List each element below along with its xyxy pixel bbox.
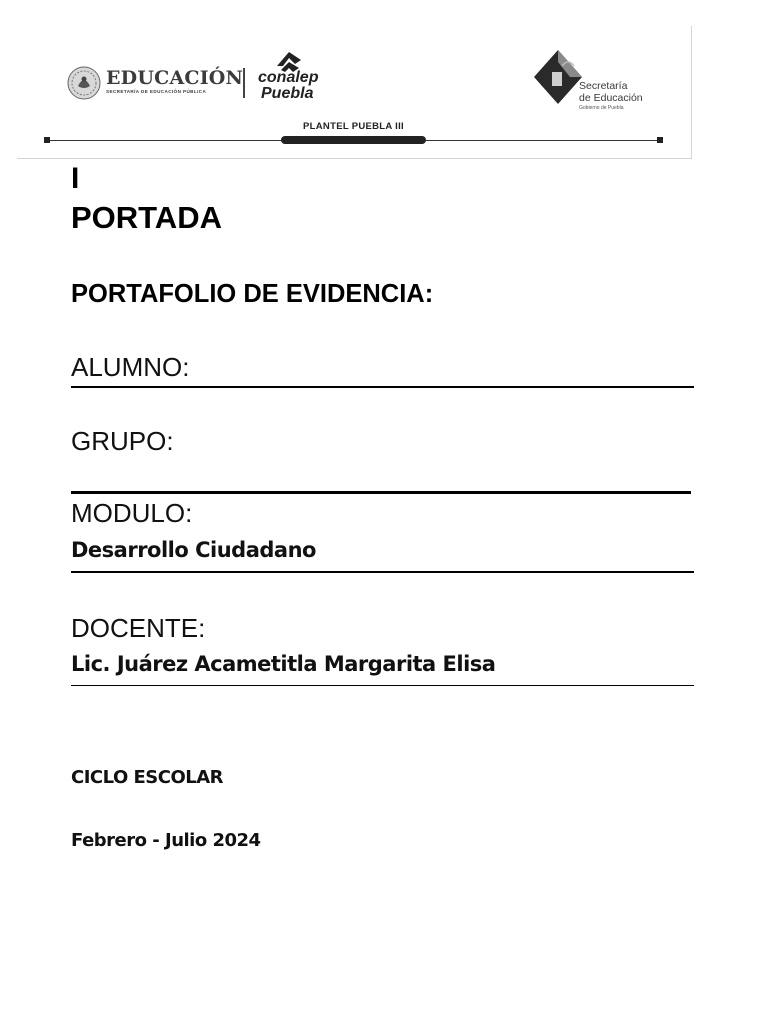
sep-wordmark	[579, 81, 643, 112]
logo-divider	[243, 68, 245, 98]
ciclo-escolar-label: CICLO ESCOLAR	[71, 767, 224, 788]
portfolio-subtitle: PORTAFOLIO DE EVIDENCIA:	[71, 280, 434, 308]
plantel-label: PLANTEL PUEBLA III	[303, 121, 404, 132]
header-rule-end-right	[657, 137, 663, 143]
sep-line2: de Educación	[579, 91, 643, 104]
conalep-line1: conalep	[258, 69, 319, 86]
alumno-label: ALUMNO:	[71, 352, 190, 382]
modulo-value: Desarrollo Ciudadano	[71, 538, 316, 562]
section-number: I	[71, 162, 80, 195]
mexico-seal-icon	[67, 66, 101, 100]
conalep-wordmark	[258, 70, 318, 102]
sep-line3: Gobierno de Puebla	[579, 105, 624, 111]
plantel-underline-bar	[281, 136, 426, 144]
grupo-underline	[71, 491, 691, 494]
sep-line1: Secretaría	[579, 80, 628, 92]
modulo-underline	[71, 571, 694, 573]
educacion-title: EDUCACIÓN	[106, 67, 244, 89]
header-rule-end-left	[44, 137, 50, 143]
page-title: PORTADA	[71, 200, 222, 235]
alumno-underline	[71, 386, 694, 388]
modulo-label: MODULO:	[71, 498, 193, 528]
docente-underline	[71, 685, 694, 686]
educacion-subtitle: SECRETARÍA DE EDUCACIÓN PÚBLICA	[106, 89, 207, 94]
docente-label: DOCENTE:	[71, 613, 206, 643]
docente-value: Lic. Juárez Acametitla Margarita Elisa	[71, 652, 496, 676]
grupo-label: GRUPO:	[71, 426, 174, 456]
ciclo-escolar-value: Febrero - Julio 2024	[71, 830, 261, 851]
conalep-line2: Puebla	[261, 85, 314, 102]
header-banner	[17, 26, 692, 159]
